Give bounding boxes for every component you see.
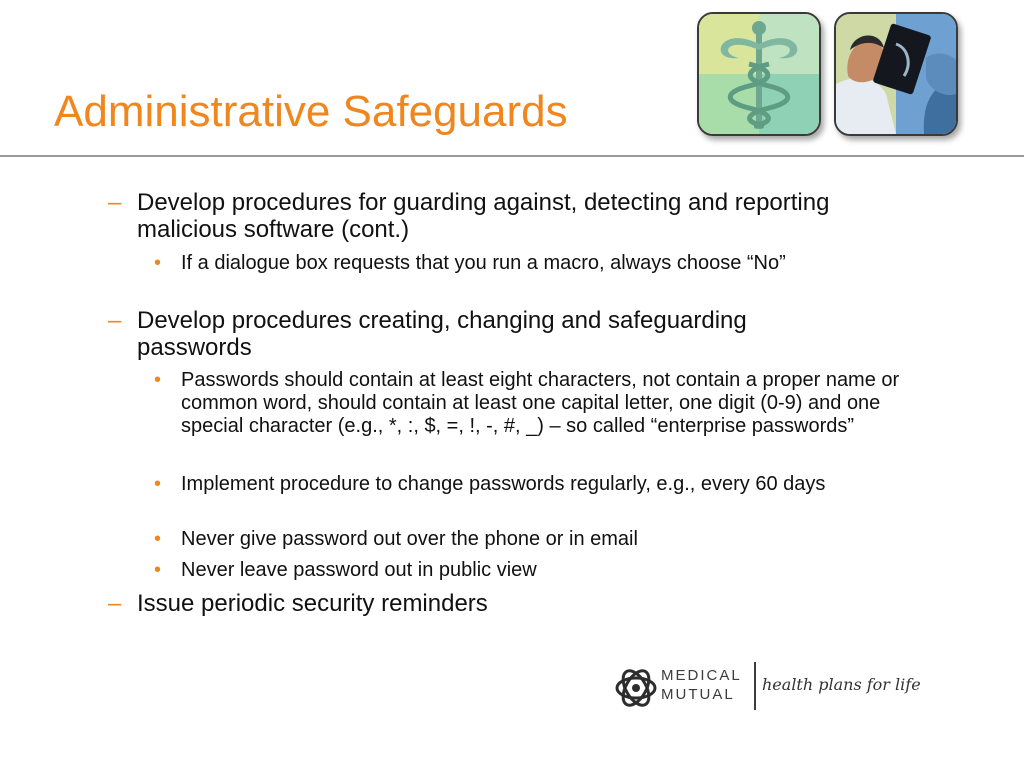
list-item <box>154 369 914 438</box>
logo-tagline: health plans for life <box>762 675 921 694</box>
bullet-marker: • <box>154 559 162 581</box>
medical-mutual-logo-icon <box>614 666 658 710</box>
list-item-text: Issue periodic security reminders <box>137 590 488 617</box>
caduceus-icon <box>697 12 821 136</box>
logo-text-line1: MEDICAL <box>661 667 742 684</box>
dash-marker: – <box>108 590 122 617</box>
bullet-marker: • <box>154 252 162 274</box>
list-item-text: Never leave password out in public view <box>181 559 537 581</box>
list-item <box>154 528 914 551</box>
slide-title: Administrative Safeguards <box>54 87 568 136</box>
list-item-text: Passwords should contain at least eight characters, not contain a proper name or common word, should contain at least one capital letter, one digit (0-9) and one special character (e.g., *, :, $, =, !, -, #, _) – so called “enterprise passwords” <box>181 369 900 437</box>
dash-marker: – <box>108 189 122 216</box>
bullet-marker: • <box>154 473 162 495</box>
list-item <box>154 252 914 275</box>
list-item-text: Never give password out over the phone or in email <box>181 528 638 550</box>
dash-marker: – <box>108 307 122 334</box>
list-item <box>154 559 914 582</box>
list-item <box>108 307 868 361</box>
title-divider <box>0 155 1024 157</box>
list-item-text: Develop procedures for guarding against, detecting and reporting malicious software (cont.) <box>137 189 830 243</box>
bullet-marker: • <box>154 369 162 391</box>
list-item <box>108 590 868 617</box>
company-logo <box>614 662 944 714</box>
list-item <box>108 189 868 243</box>
logo-divider <box>754 662 756 710</box>
logo-text-line2: MUTUAL <box>661 686 735 703</box>
bullet-marker: • <box>154 528 162 550</box>
list-item <box>154 473 914 496</box>
doctor-xray-icon <box>834 12 958 136</box>
list-item-text: Develop procedures creating, changing and safeguarding passwords <box>137 307 747 361</box>
list-item-text: If a dialogue box requests that you run a macro, always choose “No” <box>181 252 786 274</box>
list-item-text: Implement procedure to change passwords regularly, e.g., every 60 days <box>181 473 826 495</box>
